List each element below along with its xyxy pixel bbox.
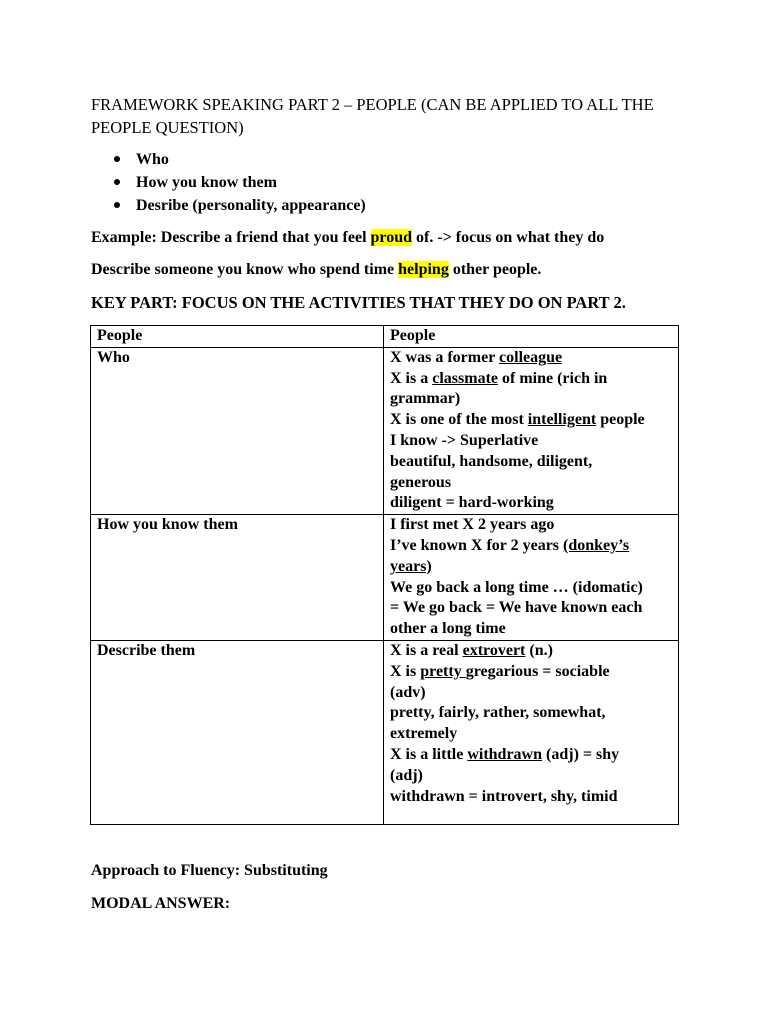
cell-line bbox=[390, 452, 672, 473]
table-header-cell: People bbox=[384, 326, 679, 348]
underlined-text: years) bbox=[390, 557, 432, 575]
cell-text: withdrawn = introvert, shy, timid bbox=[390, 787, 618, 805]
bullet-item: Who bbox=[91, 148, 366, 171]
cell-line bbox=[390, 745, 672, 766]
modal-answer-heading: MODAL ANSWER: bbox=[91, 895, 231, 912]
example-paragraph bbox=[91, 227, 604, 249]
row-content-cell bbox=[384, 347, 679, 514]
cell-line bbox=[390, 683, 672, 704]
bullet-item: How you know them bbox=[91, 171, 366, 194]
row-label-cell: How you know them bbox=[91, 515, 384, 641]
cell-line bbox=[390, 389, 672, 410]
cell-text: X is a little bbox=[390, 745, 468, 763]
cell-text: generous bbox=[390, 473, 452, 491]
underlined-text: classmate bbox=[432, 369, 498, 387]
cell-text: X is a bbox=[390, 369, 433, 387]
cell-line bbox=[390, 641, 672, 662]
cell-line bbox=[390, 724, 672, 745]
cell-line bbox=[390, 515, 672, 536]
row-label-cell: Who bbox=[91, 347, 384, 514]
highlighted-word-helping: helping bbox=[398, 261, 449, 278]
cell-line bbox=[390, 619, 672, 640]
row-content-cell bbox=[384, 640, 679, 824]
row-label-cell: Describe them bbox=[91, 640, 384, 824]
describe-text-after: other people. bbox=[448, 261, 542, 278]
cell-line bbox=[390, 662, 672, 683]
cell-line bbox=[390, 493, 672, 514]
cell-line bbox=[390, 557, 672, 578]
cell-line bbox=[390, 703, 672, 724]
table-row bbox=[91, 347, 679, 514]
cell-text: (adv) bbox=[390, 683, 426, 701]
underlined-text: pretty bbox=[420, 662, 466, 680]
cell-text: I’ve known X for 2 years bbox=[390, 536, 564, 554]
describe-text-before: Describe someone you know who spend time bbox=[91, 261, 399, 278]
cell-text: of mine (rich in bbox=[498, 369, 608, 387]
cell-line bbox=[390, 431, 672, 452]
cell-text: other a long time bbox=[390, 620, 506, 638]
underlined-text: colleague bbox=[499, 348, 563, 366]
cell-text: X was a former bbox=[390, 348, 500, 366]
cell-text: X is one of the most bbox=[390, 411, 528, 429]
framework-bullet-list bbox=[91, 148, 366, 217]
row-content-cell bbox=[384, 515, 679, 641]
bullet-item: Desribe (personality, appearance) bbox=[91, 194, 366, 217]
cell-text: grammar) bbox=[390, 390, 461, 408]
table-row bbox=[91, 515, 679, 641]
table-row bbox=[91, 640, 679, 824]
underlined-text: intelligent bbox=[527, 411, 597, 429]
key-part-heading: KEY PART: FOCUS ON THE ACTIVITIES THAT THEY DO ON PART 2. bbox=[91, 293, 626, 312]
cell-line bbox=[390, 473, 672, 494]
page-title: FRAMEWORK SPEAKING PART 2 – PEOPLE (CAN BE APPLIED TO ALL THE PEOPLE QUESTION) bbox=[91, 95, 654, 137]
cell-text: pretty, fairly, rather, somewhat, bbox=[390, 704, 606, 722]
cell-line bbox=[390, 369, 672, 390]
cell-text: X is a real bbox=[390, 641, 463, 659]
cell-text: diligent = hard-working bbox=[390, 494, 554, 512]
cell-text: (adj) bbox=[390, 766, 423, 784]
cell-line bbox=[390, 787, 672, 808]
table-header-cell: People bbox=[91, 326, 384, 348]
cell-line bbox=[390, 598, 672, 619]
underlined-text: extrovert bbox=[462, 641, 526, 659]
example-text-before: Example: Describe a friend that you feel bbox=[91, 229, 371, 246]
underlined-text: (donkey’s bbox=[563, 536, 630, 554]
table-header-row bbox=[91, 326, 679, 348]
cell-line bbox=[390, 348, 672, 369]
cell-text: (n.) bbox=[525, 641, 553, 659]
cell-line bbox=[390, 766, 672, 787]
cell-text: I first met X 2 years ago bbox=[390, 516, 555, 534]
cell-text: gregarious = sociable bbox=[465, 662, 610, 680]
cell-line bbox=[390, 578, 672, 599]
cell-text: people bbox=[596, 411, 645, 429]
approach-heading: Approach to Fluency: Substituting bbox=[91, 862, 328, 879]
describe-paragraph bbox=[91, 259, 541, 281]
cell-text: beautiful, handsome, diligent, bbox=[390, 452, 593, 470]
cell-text: I know -> Superlative bbox=[390, 431, 539, 449]
underlined-text: withdrawn bbox=[467, 745, 543, 763]
cell-text: extremely bbox=[390, 725, 458, 743]
cell-text: X is bbox=[390, 662, 421, 680]
cell-text: (adj) = shy bbox=[542, 745, 620, 763]
cell-text: We go back a long time … (idomatic) bbox=[390, 578, 643, 596]
cell-text: = We go back = We have known each bbox=[390, 599, 643, 617]
example-text-after: of. -> focus on what they do bbox=[412, 229, 605, 246]
cell-line bbox=[390, 410, 672, 431]
cell-line bbox=[390, 536, 672, 557]
framework-table bbox=[90, 325, 679, 825]
highlighted-word-proud: proud bbox=[370, 229, 413, 246]
